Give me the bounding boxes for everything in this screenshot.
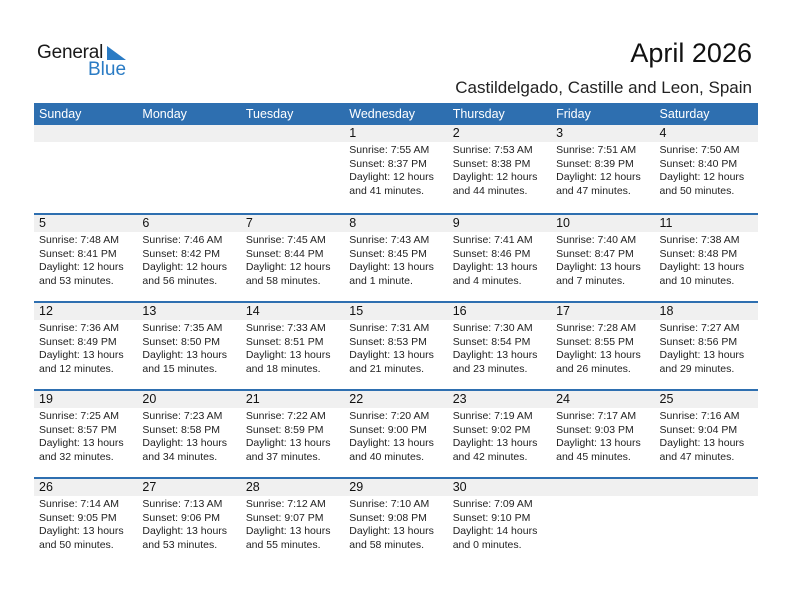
sunrise-text: Sunrise: 7:31 AM [349, 322, 430, 334]
day-number-row [34, 479, 758, 496]
day-number: 10 [556, 216, 571, 230]
sunrise-text: Sunrise: 7:27 AM [659, 322, 740, 334]
day-cell [655, 408, 758, 464]
sunset-text: Sunset: 8:55 PM [556, 335, 634, 348]
day-cell [137, 320, 240, 376]
sunset-text: Sunset: 8:57 PM [39, 423, 117, 436]
day-number-row [34, 303, 758, 320]
day-cell [241, 232, 344, 288]
day-number [241, 125, 344, 142]
daylight-text: and 58 minutes. [245, 274, 321, 287]
day-cell [137, 408, 240, 464]
day-number: 9 [452, 216, 460, 230]
daylight-text: Daylight: 13 hours [39, 525, 124, 537]
daylight-text: and 40 minutes. [349, 450, 424, 463]
sunset-text: Sunset: 8:54 PM [452, 335, 531, 348]
sunrise-text: Sunrise: 7:35 AM [142, 322, 223, 334]
day-cell [655, 232, 758, 288]
day-number: 12 [39, 304, 53, 318]
day-info-row [34, 320, 758, 376]
day-number: 27 [142, 480, 157, 494]
daylight-text: and 55 minutes. [245, 538, 321, 551]
sunrise-text: Sunrise: 7:17 AM [556, 410, 637, 422]
sunset-text: Sunset: 9:03 PM [556, 423, 634, 436]
sunset-text: Sunset: 8:49 PM [39, 335, 117, 348]
sunrise-text: Sunrise: 7:55 AM [349, 144, 430, 156]
daylight-text: Daylight: 14 hours [452, 525, 538, 537]
daylight-text: and 53 minutes. [142, 538, 218, 551]
day-number-row [34, 125, 758, 142]
sunset-text: Sunset: 9:02 PM [452, 423, 531, 436]
daylight-text: Daylight: 13 hours [349, 349, 434, 361]
sunrise-text: Sunrise: 7:45 AM [245, 234, 326, 246]
daylight-text: Daylight: 13 hours [245, 349, 331, 361]
day-cell [448, 320, 551, 376]
day-cell [551, 320, 654, 376]
day-number [551, 479, 654, 496]
daylight-text: and 29 minutes. [659, 362, 735, 375]
location-subtitle: Castildelgado, Castille and Leon, Spain [455, 78, 752, 97]
day-cell [655, 142, 758, 198]
day-number: 2 [452, 126, 460, 140]
sunrise-text: Sunrise: 7:10 AM [349, 498, 430, 510]
daylight-text: Daylight: 13 hours [349, 525, 434, 537]
day-number-row [34, 391, 758, 408]
day-cell [551, 408, 654, 464]
day-info-row [34, 232, 758, 288]
sunrise-text: Sunrise: 7:16 AM [659, 410, 740, 422]
day-cell [344, 232, 447, 288]
day-number: 18 [659, 304, 674, 318]
day-cell [241, 408, 344, 464]
sunset-text: Sunset: 9:00 PM [349, 423, 427, 436]
daylight-text: Daylight: 13 hours [39, 437, 124, 449]
daylight-text: and 41 minutes. [349, 184, 424, 197]
daylight-text: Daylight: 12 hours [39, 261, 124, 273]
weekday-tuesday: Tuesday [245, 107, 294, 121]
day-cell [655, 496, 758, 552]
sunrise-text: Sunrise: 7:53 AM [452, 144, 533, 156]
sunset-text: Sunset: 8:59 PM [245, 423, 324, 436]
day-number: 4 [659, 126, 667, 140]
day-number: 17 [556, 304, 571, 318]
day-number: 23 [452, 392, 467, 406]
week-row [34, 213, 758, 301]
daylight-text: and 18 minutes. [245, 362, 321, 375]
sunrise-text: Sunrise: 7:28 AM [556, 322, 637, 334]
weekday-friday: Friday [556, 107, 591, 121]
sunset-text: Sunset: 8:58 PM [142, 423, 221, 436]
logo-text-blue: Blue [88, 59, 127, 80]
day-cell [448, 142, 551, 198]
day-number: 8 [349, 216, 357, 230]
day-number: 11 [659, 216, 673, 230]
daylight-text: Daylight: 13 hours [659, 349, 745, 361]
sunset-text: Sunset: 9:07 PM [245, 511, 324, 524]
daylight-text: Daylight: 13 hours [556, 437, 641, 449]
day-cell [551, 232, 654, 288]
daylight-text: Daylight: 13 hours [452, 437, 538, 449]
daylight-text: Daylight: 13 hours [556, 261, 641, 273]
daylight-text: Daylight: 13 hours [349, 261, 434, 273]
daylight-text: and 47 minutes. [659, 450, 735, 463]
sunset-text: Sunset: 8:56 PM [659, 335, 738, 348]
day-number: 14 [245, 304, 260, 318]
daylight-text: and 44 minutes. [452, 184, 528, 197]
sunrise-text: Sunrise: 7:33 AM [245, 322, 326, 334]
day-cell [34, 320, 137, 376]
daylight-text: and 10 minutes. [659, 274, 735, 287]
day-cell [551, 142, 654, 198]
day-number [137, 125, 240, 142]
sunrise-text: Sunrise: 7:50 AM [659, 144, 740, 156]
daylight-text: Daylight: 13 hours [142, 349, 228, 361]
daylight-text: and 56 minutes. [142, 274, 218, 287]
daylight-text: and 58 minutes. [349, 538, 424, 551]
day-number: 13 [142, 304, 157, 318]
daylight-text: Daylight: 12 hours [452, 171, 538, 183]
weekday-monday: Monday [142, 107, 187, 121]
sunset-text: Sunset: 8:50 PM [142, 335, 221, 348]
daylight-text: and 7 minutes. [556, 274, 625, 287]
day-number [34, 125, 137, 142]
day-info-row [34, 496, 758, 552]
logo [37, 42, 137, 82]
sunrise-text: Sunrise: 7:19 AM [452, 410, 533, 422]
week-row [34, 301, 758, 389]
weekday-header [34, 103, 758, 125]
day-cell [344, 142, 447, 198]
day-number: 16 [452, 304, 467, 318]
sunrise-text: Sunrise: 7:22 AM [245, 410, 326, 422]
day-number-row [34, 215, 758, 232]
day-cell [34, 496, 137, 552]
daylight-text: Daylight: 13 hours [349, 437, 434, 449]
day-number: 24 [556, 392, 571, 406]
daylight-text: Daylight: 12 hours [659, 171, 745, 183]
weekday-sunday: Sunday [39, 107, 82, 121]
daylight-text: Daylight: 13 hours [659, 437, 745, 449]
sunrise-text: Sunrise: 7:12 AM [245, 498, 326, 510]
sunset-text: Sunset: 8:40 PM [659, 157, 738, 170]
daylight-text: Daylight: 13 hours [452, 349, 538, 361]
sunset-text: Sunset: 8:48 PM [659, 247, 738, 260]
day-cell [34, 408, 137, 464]
sunset-text: Sunset: 8:41 PM [39, 247, 117, 260]
day-number: 30 [452, 480, 467, 494]
sunrise-text: Sunrise: 7:14 AM [39, 498, 119, 510]
daylight-text: Daylight: 13 hours [245, 525, 331, 537]
daylight-text: Daylight: 12 hours [349, 171, 434, 183]
daylight-text: and 21 minutes. [349, 362, 424, 375]
daylight-text: and 50 minutes. [659, 184, 735, 197]
day-cell [137, 496, 240, 552]
daylight-text: Daylight: 13 hours [556, 349, 641, 361]
day-number: 29 [349, 480, 364, 494]
day-number: 26 [39, 480, 53, 494]
logo-text-general: General [37, 42, 104, 63]
week-row [34, 125, 758, 213]
daylight-text: Daylight: 12 hours [142, 261, 228, 273]
weekday-saturday: Saturday [659, 107, 710, 121]
weekday-wednesday: Wednesday [349, 107, 416, 121]
day-cell [448, 496, 551, 552]
day-number: 1 [349, 126, 357, 140]
sunrise-text: Sunrise: 7:30 AM [452, 322, 533, 334]
sunrise-text: Sunrise: 7:46 AM [142, 234, 223, 246]
daylight-text: Daylight: 13 hours [142, 525, 228, 537]
daylight-text: Daylight: 13 hours [452, 261, 538, 273]
sunrise-text: Sunrise: 7:48 AM [39, 234, 119, 246]
day-cell [448, 232, 551, 288]
day-cell [241, 320, 344, 376]
page-title: April 2026 [630, 38, 752, 68]
daylight-text: and 26 minutes. [556, 362, 631, 375]
sunrise-text: Sunrise: 7:51 AM [556, 144, 637, 156]
weekday-thursday: Thursday [452, 107, 505, 121]
day-info-row [34, 142, 758, 198]
daylight-text: Daylight: 12 hours [556, 171, 641, 183]
day-number: 5 [39, 216, 46, 230]
sunset-text: Sunset: 8:44 PM [245, 247, 324, 260]
sunset-text: Sunset: 9:05 PM [39, 511, 117, 524]
sunset-text: Sunset: 8:45 PM [349, 247, 427, 260]
daylight-text: and 4 minutes. [452, 274, 522, 287]
daylight-text: and 53 minutes. [39, 274, 114, 287]
daylight-text: and 42 minutes. [452, 450, 528, 463]
sunset-text: Sunset: 9:08 PM [349, 511, 427, 524]
day-cell [655, 320, 758, 376]
day-number: 6 [142, 216, 150, 230]
sunset-text: Sunset: 8:39 PM [556, 157, 634, 170]
weeks-container [34, 125, 758, 565]
day-number: 19 [39, 392, 53, 406]
sunset-text: Sunset: 8:42 PM [142, 247, 221, 260]
day-number: 25 [659, 392, 674, 406]
daylight-text: and 1 minute. [349, 274, 413, 287]
day-number: 22 [349, 392, 364, 406]
daylight-text: Daylight: 13 hours [245, 437, 331, 449]
daylight-text: and 0 minutes. [452, 538, 522, 551]
daylight-text: and 37 minutes. [245, 450, 321, 463]
sunset-text: Sunset: 9:04 PM [659, 423, 738, 436]
sunset-text: Sunset: 8:47 PM [556, 247, 634, 260]
daylight-text: and 12 minutes. [39, 362, 114, 375]
sunrise-text: Sunrise: 7:41 AM [452, 234, 533, 246]
daylight-text: and 47 minutes. [556, 184, 631, 197]
sunrise-text: Sunrise: 7:43 AM [349, 234, 430, 246]
sunrise-text: Sunrise: 7:40 AM [556, 234, 637, 246]
sunset-text: Sunset: 8:46 PM [452, 247, 531, 260]
daylight-text: and 23 minutes. [452, 362, 528, 375]
day-cell [34, 142, 137, 198]
day-number: 15 [349, 304, 364, 318]
day-cell [137, 232, 240, 288]
sunset-text: Sunset: 9:10 PM [452, 511, 531, 524]
day-cell [137, 142, 240, 198]
daylight-text: and 15 minutes. [142, 362, 218, 375]
sunset-text: Sunset: 8:53 PM [349, 335, 427, 348]
day-cell [344, 496, 447, 552]
day-number: 7 [245, 216, 253, 230]
day-cell [448, 408, 551, 464]
triangle-flag-icon [107, 46, 126, 60]
sunset-text: Sunset: 8:37 PM [349, 157, 427, 170]
day-number: 3 [556, 126, 564, 140]
sunrise-text: Sunrise: 7:20 AM [349, 410, 430, 422]
daylight-text: and 45 minutes. [556, 450, 631, 463]
sunrise-text: Sunrise: 7:23 AM [142, 410, 223, 422]
daylight-text: Daylight: 13 hours [39, 349, 124, 361]
daylight-text: Daylight: 12 hours [245, 261, 331, 273]
sunset-text: Sunset: 8:38 PM [452, 157, 531, 170]
calendar-grid [34, 103, 758, 565]
day-info-row [34, 408, 758, 464]
day-cell [551, 496, 654, 552]
week-row [34, 477, 758, 565]
sunrise-text: Sunrise: 7:13 AM [142, 498, 223, 510]
sunset-text: Sunset: 8:51 PM [245, 335, 324, 348]
sunrise-text: Sunrise: 7:09 AM [452, 498, 533, 510]
day-cell [241, 496, 344, 552]
daylight-text: and 32 minutes. [39, 450, 114, 463]
day-cell [344, 408, 447, 464]
sunrise-text: Sunrise: 7:38 AM [659, 234, 740, 246]
daylight-text: Daylight: 13 hours [659, 261, 745, 273]
daylight-text: and 50 minutes. [39, 538, 114, 551]
day-cell [241, 142, 344, 198]
sunset-text: Sunset: 9:06 PM [142, 511, 221, 524]
sunrise-text: Sunrise: 7:25 AM [39, 410, 119, 422]
day-number: 21 [245, 392, 260, 406]
day-cell [344, 320, 447, 376]
sunrise-text: Sunrise: 7:36 AM [39, 322, 119, 334]
day-cell [34, 232, 137, 288]
day-number: 20 [142, 392, 157, 406]
week-row [34, 389, 758, 477]
daylight-text: Daylight: 13 hours [142, 437, 228, 449]
day-number: 28 [245, 480, 260, 494]
day-number [655, 479, 758, 496]
daylight-text: and 34 minutes. [142, 450, 218, 463]
